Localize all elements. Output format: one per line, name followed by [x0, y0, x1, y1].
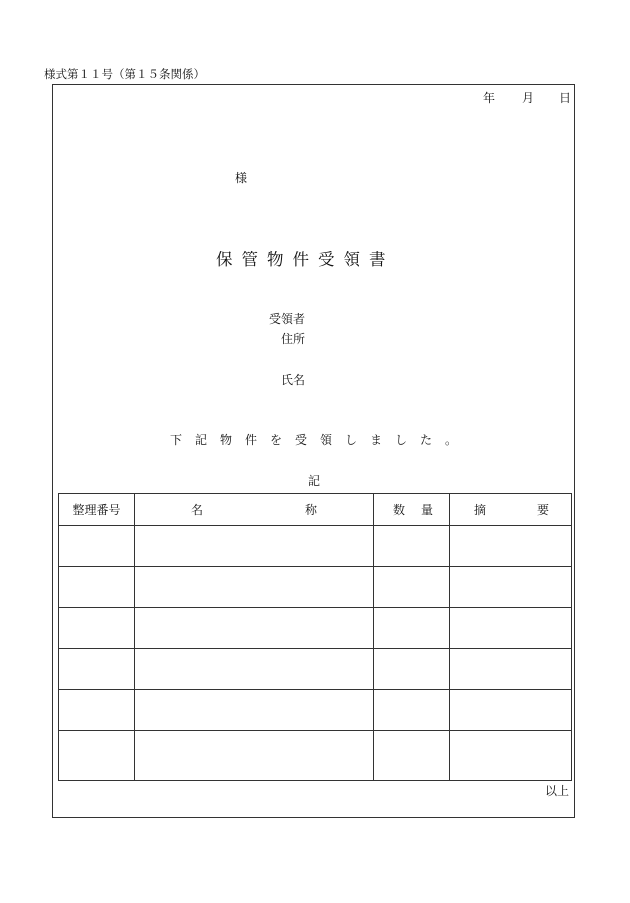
- table-row: [59, 649, 572, 690]
- recipient-label: 受領者: [269, 312, 306, 326]
- statement-text: 下記物件を受領しました。: [170, 433, 471, 447]
- header-quantity: [374, 494, 450, 526]
- header-name-char-1: 名: [191, 503, 204, 517]
- header-remarks: [450, 494, 572, 526]
- address-label: 住所: [281, 332, 306, 346]
- cell-name[interactable]: [135, 526, 374, 567]
- header-name: [135, 494, 374, 526]
- cell-quantity[interactable]: [374, 608, 450, 649]
- addressee-suffix: 様: [235, 171, 248, 185]
- cell-number[interactable]: [59, 567, 135, 608]
- cell-quantity[interactable]: [374, 649, 450, 690]
- form-number: 様式第１１号（第１５条関係）: [44, 67, 205, 81]
- cell-remarks[interactable]: [450, 690, 572, 731]
- cell-number[interactable]: [59, 608, 135, 649]
- cell-quantity[interactable]: [374, 690, 450, 731]
- table-row: [59, 567, 572, 608]
- cell-quantity[interactable]: [374, 731, 450, 781]
- cell-quantity[interactable]: [374, 526, 450, 567]
- cell-name[interactable]: [135, 731, 374, 781]
- cell-name[interactable]: [135, 649, 374, 690]
- date-day-label: 日: [559, 91, 572, 105]
- cell-remarks[interactable]: [450, 731, 572, 781]
- table-row: [59, 690, 572, 731]
- name-label: 氏名: [281, 373, 306, 387]
- cell-number[interactable]: [59, 526, 135, 567]
- cell-number[interactable]: [59, 731, 135, 781]
- closing-ijou: 以上: [545, 784, 570, 798]
- header-remarks-char-1: 摘: [474, 503, 487, 517]
- cell-name[interactable]: [135, 690, 374, 731]
- date-month-label: 月: [522, 91, 535, 105]
- cell-name[interactable]: [135, 567, 374, 608]
- cell-number[interactable]: [59, 649, 135, 690]
- cell-remarks[interactable]: [450, 567, 572, 608]
- cell-number[interactable]: [59, 690, 135, 731]
- header-quantity-char-2: 量: [420, 503, 433, 517]
- ki-heading: 記: [308, 474, 321, 488]
- document-title: 保管物件受領書: [216, 250, 395, 269]
- header-quantity-char-1: 数: [393, 503, 406, 517]
- table-row: [59, 608, 572, 649]
- cell-remarks[interactable]: [450, 649, 572, 690]
- header-name-char-2: 称: [304, 503, 317, 517]
- items-table: [58, 493, 572, 781]
- cell-remarks[interactable]: [450, 608, 572, 649]
- table-row: [59, 731, 572, 781]
- table-row: [59, 526, 572, 567]
- table-header-row: [59, 494, 572, 526]
- date-year-label: 年: [483, 91, 496, 105]
- cell-quantity[interactable]: [374, 567, 450, 608]
- header-number: 整理番号: [59, 494, 135, 526]
- header-remarks-char-2: 要: [536, 503, 549, 517]
- cell-name[interactable]: [135, 608, 374, 649]
- cell-remarks[interactable]: [450, 526, 572, 567]
